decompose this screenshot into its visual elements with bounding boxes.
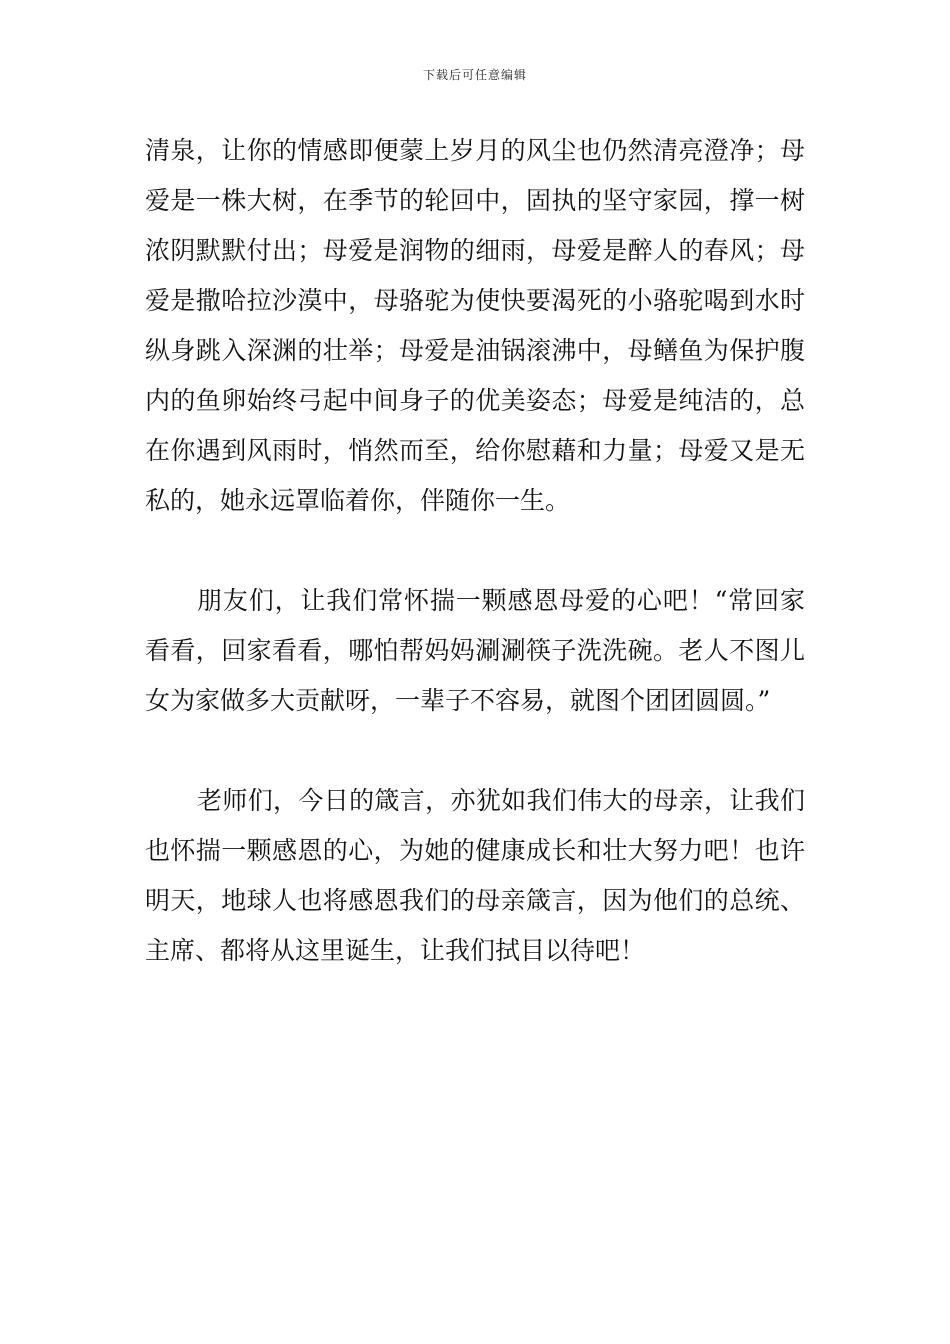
paragraph-friends: 朋友们，让我们常怀揣一颗感恩母爱的心吧！“常回家看看，回家看看，哪怕帮妈妈涮涮筷子洗洗碗。老人不图儿女为家做多大贡献呀，一辈子不容易，就图个团团圆圆。” [145, 586, 805, 715]
document-body [145, 126, 805, 976]
paragraph-gap [145, 526, 805, 576]
page-header: 下载后可任意编辑 [422, 68, 527, 82]
paragraph-continuation: 清泉，让你的情感即便蒙上岁月的风尘也仍然清亮澄净；母爱是一株大树，在季节的轮回中，固执的坚守家园，撑一树浓阴默默付出；母爱是润物的细雨，母爱是醉人的春风；母爱是撒哈拉沙漠中，母骆驼为使快要渴死的小骆驼喝到水时纵身跳入深渊的壮举；母爱是油锅滚沸中，母鳝鱼为保护腹内的鱼卵始终弓起中间身子的优美姿态；母爱是纯洁的，总在你遇到风雨时，悄然而至，给你慰藉和力量；母爱又是无私的，她永远罩临着你，伴随你一生。 [145, 136, 805, 515]
paragraph-teachers: 老师们，今日的箴言，亦犹如我们伟大的母亲，让我们也怀揣一颗感恩的心，为她的健康成长和壮大努力吧！也许明天，地球人也将感恩我们的母亲箴言，因为他们的总统、主席、都将从这里诞生，让我们拭目以待吧！ [145, 786, 805, 965]
paragraph-gap [145, 726, 805, 776]
